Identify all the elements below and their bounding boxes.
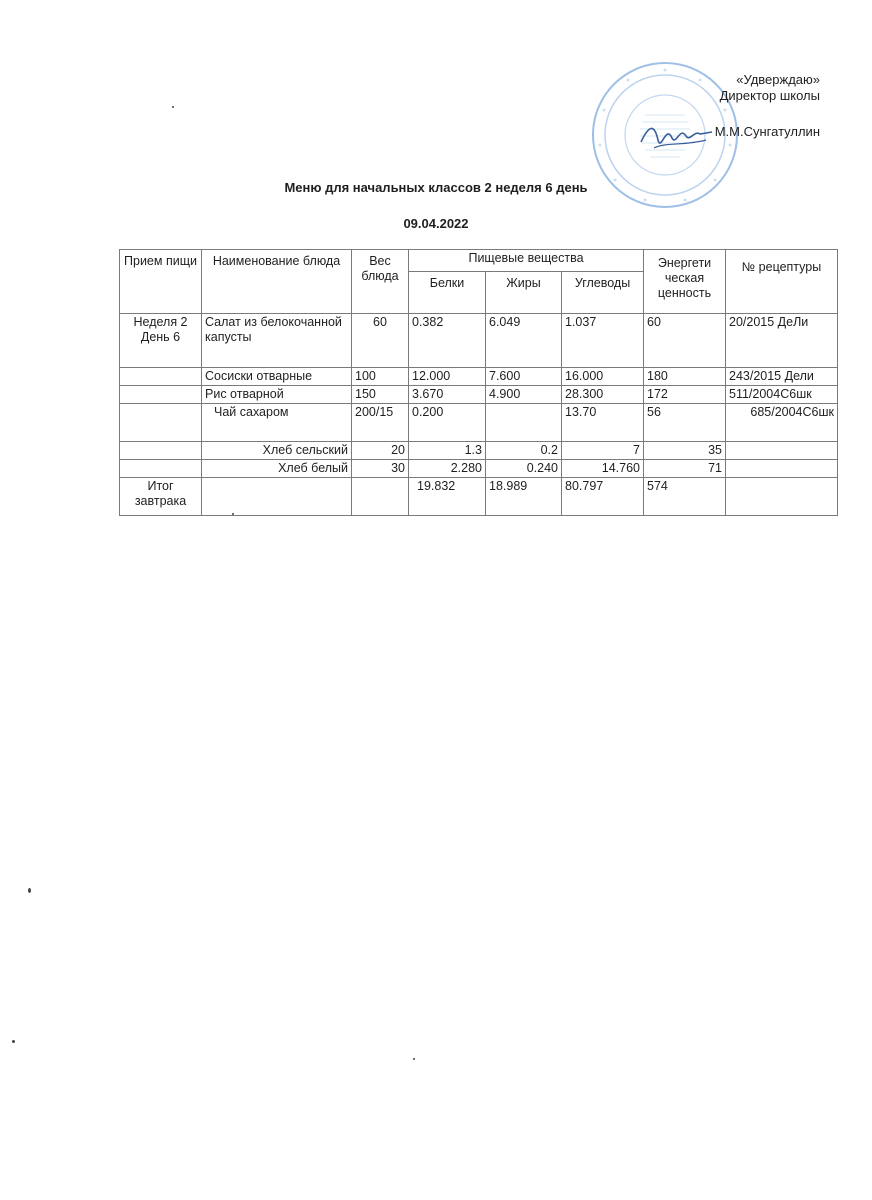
header-nutrients: Пищевые вещества (409, 250, 644, 272)
cell-proteins: 0.200 (409, 404, 486, 442)
cell-energy: 56 (644, 404, 726, 442)
approval-line-name: М.М.Сунгатуллин (714, 124, 820, 139)
cell-proteins: 0.382 (409, 314, 486, 368)
cell-weight: 60 (352, 314, 409, 368)
cell-recipe: 685/2004С6шк (726, 404, 838, 442)
cell-recipe: 511/2004С6шк (726, 386, 838, 404)
scan-speck (12, 1040, 15, 1043)
header-energy: Энергети ческая ценность (644, 250, 726, 314)
cell-dish (202, 478, 352, 516)
cell-dish: Хлеб сельский (202, 442, 352, 460)
cell-carbs: 13.70 (562, 404, 644, 442)
header-dish: Наименование блюда (202, 250, 352, 314)
table-row (120, 386, 838, 404)
cell-recipe (726, 478, 838, 516)
header-weight: Вес блюда (352, 250, 409, 314)
cell-carbs: 1.037 (562, 314, 644, 368)
cell-recipe (726, 460, 838, 478)
scan-speck (28, 888, 31, 893)
cell-carbs: 7 (562, 442, 644, 460)
cell-weight: 150 (352, 386, 409, 404)
cell-meal (120, 460, 202, 478)
scan-speck (172, 106, 174, 108)
cell-proteins: 3.670 (409, 386, 486, 404)
cell-energy: 172 (644, 386, 726, 404)
cell-meal (120, 386, 202, 404)
cell-recipe (726, 442, 838, 460)
table-row-total (120, 478, 838, 516)
cell-fats (486, 404, 562, 442)
cell-dish: Рис отварной (202, 386, 352, 404)
header-recipe: № рецептуры (726, 250, 838, 314)
cell-fats: 6.049 (486, 314, 562, 368)
cell-dish: Чай сахаром (202, 404, 352, 442)
header-carbs: Углеводы (562, 272, 644, 314)
cell-proteins: 2.280 (409, 460, 486, 478)
cell-meal: Неделя 2 День 6 (120, 314, 202, 368)
cell-energy: 574 (644, 478, 726, 516)
cell-weight (352, 478, 409, 516)
cell-meal (120, 368, 202, 386)
cell-energy: 71 (644, 460, 726, 478)
table-row (120, 314, 838, 368)
cell-energy: 35 (644, 442, 726, 460)
cell-weight: 30 (352, 460, 409, 478)
cell-carbs: 28.300 (562, 386, 644, 404)
cell-weight: 200/15 (352, 404, 409, 442)
cell-proteins: 12.000 (409, 368, 486, 386)
header-proteins: Белки (409, 272, 486, 314)
cell-carbs: 16.000 (562, 368, 644, 386)
cell-dish: Салат из белокочанной капусты (202, 314, 352, 368)
cell-meal (120, 404, 202, 442)
cell-recipe: 243/2015 Дели (726, 368, 838, 386)
cell-energy: 60 (644, 314, 726, 368)
cell-weight: 100 (352, 368, 409, 386)
cell-dish: Сосиски отварные (202, 368, 352, 386)
approval-block (680, 72, 820, 140)
cell-fats: 0.240 (486, 460, 562, 478)
cell-fats: 7.600 (486, 368, 562, 386)
table-row (120, 404, 838, 442)
cell-carbs: 80.797 (562, 478, 644, 516)
cell-weight: 20 (352, 442, 409, 460)
table-row (120, 442, 838, 460)
cell-energy: 180 (644, 368, 726, 386)
table-row (120, 460, 838, 478)
document-date: 09.04.2022 (403, 216, 469, 231)
cell-carbs: 14.760 (562, 460, 644, 478)
menu-table (119, 249, 838, 516)
cell-meal (120, 442, 202, 460)
scan-speck (413, 1058, 415, 1060)
cell-fats: 0.2 (486, 442, 562, 460)
header-row (120, 250, 838, 272)
cell-dish: Хлеб белый (202, 460, 352, 478)
cell-proteins: 19.832 (409, 478, 486, 516)
cell-fats: 4.900 (486, 386, 562, 404)
approval-line-approve: «Удверждаю» (736, 72, 820, 87)
cell-fats: 18.989 (486, 478, 562, 516)
scan-speck (232, 513, 234, 515)
approval-line-position: Директор школы (719, 88, 820, 103)
cell-meal: Итог завтрака (120, 478, 202, 516)
document-title: Меню для начальных классов 2 неделя 6 день (284, 180, 588, 195)
cell-proteins: 1.3 (409, 442, 486, 460)
header-fats: Жиры (486, 272, 562, 314)
header-meal: Прием пищи (120, 250, 202, 314)
table-row (120, 368, 838, 386)
cell-recipe: 20/2015 ДеЛи (726, 314, 838, 368)
